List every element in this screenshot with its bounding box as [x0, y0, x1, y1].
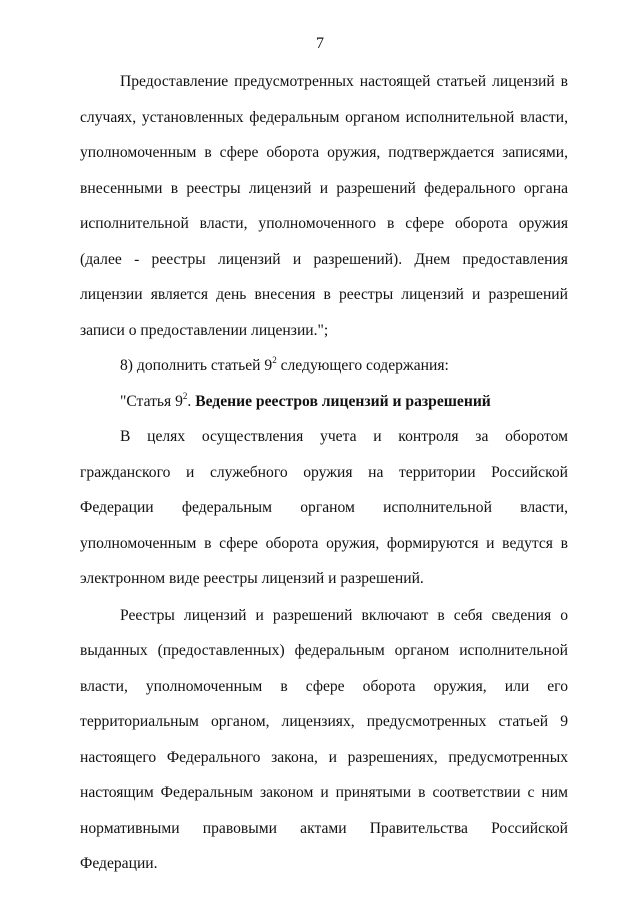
article-heading [80, 384, 568, 420]
article-heading-prefix: "Статья 9 [120, 392, 183, 410]
paragraph-amendment-item-8 [80, 348, 568, 384]
article-heading-superscript: 2 [182, 390, 188, 401]
article-heading-dot: . [187, 392, 196, 410]
document-body [80, 64, 568, 882]
paragraph-registry-purpose: В целях осуществления учета и контроля за оборотом гражданского и служебного оружия на территории Российской Федерации федеральным органом исполнительной власти, уполномоченным в сфере оборота оружия, формируются и ведутся в электронном виде реестры лицензий и разрешений. [80, 428, 568, 587]
amendment-text-end: следующего содержания: [276, 357, 449, 374]
page-number: 7 [316, 35, 324, 52]
amendment-superscript: 2 [272, 355, 277, 365]
article-heading-title: Ведение реестров лицензий и разрешений [195, 392, 491, 410]
paragraph-registry-contents: Реестры лицензий и разрешений включают в себя сведения о выданных (предоставленных) федеральным органом исполнительной власти, уполномоченным в сфере оборота оружия, или его территориальным органом, лицензиях, предусмотренных статьей 9 настоящего Федерального закона, и разрешениях, предусмотренных настоящим Федеральным законом и принятыми в соответствии с ним нормативными правовыми актами Правительства Российской Федерации. [80, 606, 568, 872]
amendment-text-start: 8) дополнить статьей 9 [120, 357, 273, 374]
paragraph-license-provision: Предоставление предусмотренных настоящей статьей лицензий в случаях, установленных федеральным органом исполнительной власти, уполномоченным в сфере оборота оружия, подтверждается записями, внесенными в реестры лицензий и разрешений федерального органа исполнительной власти, уполномоченного в сфере оборота оружия (далее - реестры лицензий и разрешений). Днем предоставления лицензии является день внесения в реестры лицензий и разрешений записи о предоставлении лицензии."; [80, 73, 568, 339]
